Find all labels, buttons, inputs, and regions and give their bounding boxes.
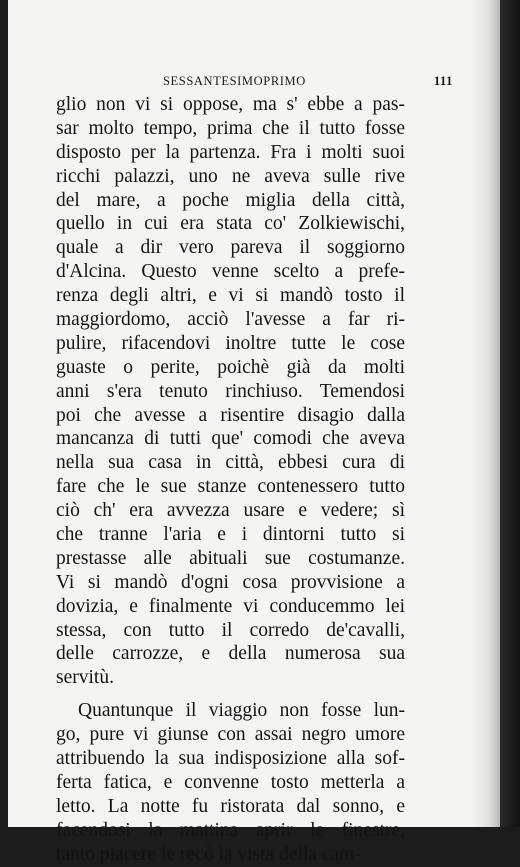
text-line: guaste o perite, poichè già da molti <box>56 356 405 378</box>
text-line: servitù. <box>56 667 114 689</box>
text-line: poi che avesse a risentire disagio dalla <box>56 404 405 426</box>
text-line: Quantunque il viaggio non fosse lun- <box>78 700 405 722</box>
page-header <box>163 74 453 94</box>
text-line: d'Alcina. Questo venne scelto a prefe- <box>56 261 405 283</box>
text-line: nella sua casa in città, ebbesi cura di <box>56 452 405 474</box>
text-line: fare che le sue stanze contenessero tutto <box>56 476 405 498</box>
text-line: del mare, a poche miglia della città, <box>56 189 405 211</box>
paragraph-gap <box>56 690 405 699</box>
text-line: ciò ch' era avvezza usare e vedere; sì <box>56 500 405 522</box>
text-line: quello in cui era stata co' Zolkiewischi, <box>56 213 405 235</box>
text-line: che tranne l'aria e i dintorni tutto si <box>56 524 405 546</box>
text-line: delle carrozze, e della numerosa sua <box>56 643 405 665</box>
text-line: ferta fatica, e convenne tosto metterla a <box>56 771 405 793</box>
text-line: quale a dir vero pareva il soggiorno <box>56 237 405 259</box>
text-line: tanto piacere le recò la vista della cam- <box>56 843 361 865</box>
text-line: disposto per la partenza. Fra i molti suoi <box>56 141 405 163</box>
body-text <box>56 93 405 867</box>
text-line: pulire, rifacendovi inoltre tutte le cose <box>56 332 405 354</box>
text-line: prestasse alle abituali sue costumanze. <box>56 547 405 569</box>
page-number: 111 <box>433 74 453 88</box>
text-line: Vi si mandò d'ogni cosa provvisione a <box>56 571 405 593</box>
book-page <box>8 0 500 865</box>
text-line: ricchi palazzi, uno ne aveva sulle rive <box>56 165 405 187</box>
text-line: renza degli altri, e vi si mandò tosto il <box>56 285 405 307</box>
running-title: SESSANTESIMOPRIMO <box>163 74 306 88</box>
text-line: letto. La notte fu ristorata dal sonno, e <box>56 795 405 817</box>
page-edge <box>500 0 520 827</box>
text-line: facendosi la mattina aprir le finestre, <box>56 819 405 841</box>
text-line: go, pure vi giunse con assai negro umore <box>56 724 405 746</box>
text-line: mancanza di tutti que' comodi che aveva <box>56 428 405 450</box>
text-line: maggiordomo, acciò l'avesse a far ri- <box>56 309 405 331</box>
text-line: anni s'era tenuto rinchiuso. Temendosi <box>56 380 405 402</box>
text-line: sar molto tempo, prima che il tutto fosse <box>56 117 405 139</box>
text-line: glio non vi si oppose, ma s' ebbe a pas- <box>56 94 405 115</box>
text-line: attribuendo la sua indisposizione alla sof- <box>56 748 405 770</box>
text-line: stessa, con tutto il corredo de'cavalli, <box>56 619 405 641</box>
text-line: dovizia, e finalmente vi conducemmo lei <box>56 595 405 617</box>
